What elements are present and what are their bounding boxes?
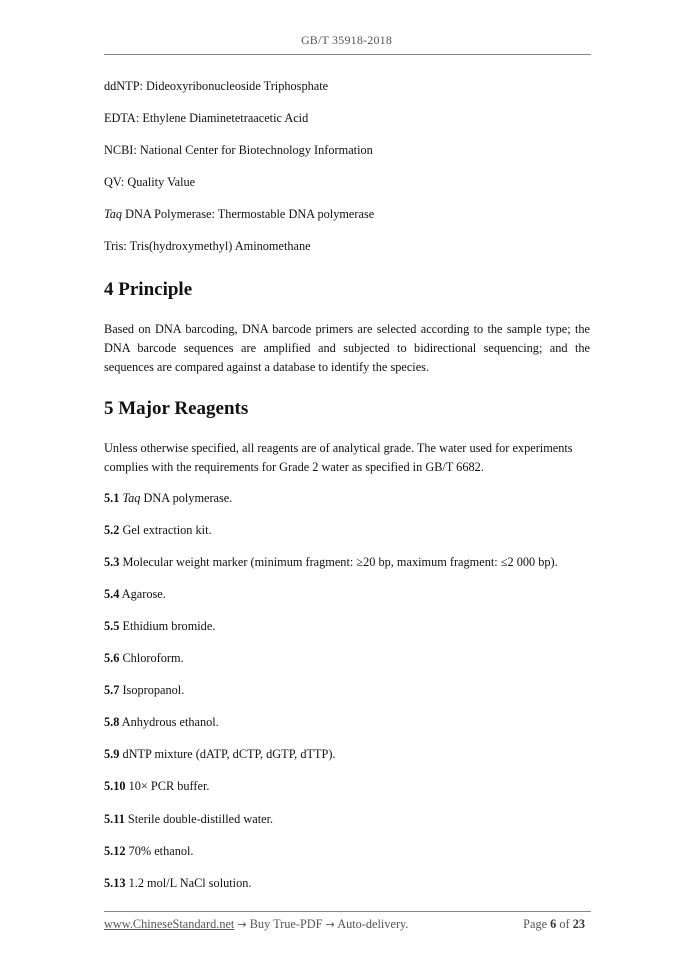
section-5-intro: Unless otherwise specified, all reagents are of analytical grade. The water used for experiments complies with the requirements for Grade 2 water as specified in GB/T 6682. xyxy=(104,441,573,474)
auto-delivery-text: Auto-delivery. xyxy=(337,917,409,931)
abbreviation-ddntp: ddNTP: Dideoxyribonucleoside Triphosphate xyxy=(104,79,329,93)
page-header: GB/T 35918-2018 xyxy=(300,33,393,47)
section-4-body: Based on DNA barcoding, DNA barcode primers are selected according to the sample type; the DNA barcode sequences are amplified and subjected to bidirectional sequencing; and the sequences are compared against a database to identify the species. xyxy=(104,322,590,374)
abbreviation-ncbi: NCBI: National Center for Biotechnology Information xyxy=(104,143,373,157)
section-5-heading: 5 Major Reagents xyxy=(104,398,249,419)
abbreviation-edta: EDTA: Ethylene Diaminetetraacetic Acid xyxy=(104,111,309,125)
reagent-item: 5.4 Agarose. xyxy=(104,587,166,601)
footer-promo xyxy=(104,917,408,932)
reagent-item: 5.2 Gel extraction kit. xyxy=(104,523,212,537)
chinesestandard-link[interactable]: www.ChineseStandard.net xyxy=(104,917,235,931)
page-number: Page 6 of 23 xyxy=(523,917,585,931)
reagent-item: 5.9 dNTP mixture (dATP, dCTP, dGTP, dTTP). xyxy=(104,747,336,761)
abbreviation-tris: Tris: Tris(hydroxymethyl) Aminomethane xyxy=(104,239,311,253)
arrow-right-icon: → xyxy=(325,918,335,931)
reagent-item: 5.8 Anhydrous ethanol. xyxy=(104,715,219,729)
reagent-item: 5.3 Molecular weight marker (minimum fragment: ≥20 bp, maximum fragment: ≤2 000 bp). xyxy=(104,555,558,569)
reagent-item: 5.1 Taq DNA polymerase. xyxy=(104,491,233,505)
abbreviation-taq: Taq DNA Polymerase: Thermostable DNA polymerase xyxy=(104,207,375,221)
header-rule xyxy=(104,54,591,55)
abbreviation-qv: QV: Quality Value xyxy=(104,175,196,189)
reagent-item: 5.11 Sterile double-distilled water. xyxy=(104,812,274,826)
footer-rule xyxy=(104,911,591,912)
reagent-item: 5.12 70% ethanol. xyxy=(104,844,194,858)
reagent-item: 5.6 Chloroform. xyxy=(104,651,184,665)
reagent-item: 5.13 1.2 mol/L NaCl solution. xyxy=(104,876,252,890)
reagent-item: 5.5 Ethidium bromide. xyxy=(104,619,216,633)
section-4-heading: 4 Principle xyxy=(104,279,193,300)
buy-true-pdf-text: Buy True-PDF xyxy=(249,917,323,931)
reagent-item: 5.10 10× PCR buffer. xyxy=(104,779,210,793)
reagent-item: 5.7 Isopropanol. xyxy=(104,683,185,697)
arrow-right-icon: → xyxy=(237,918,247,931)
